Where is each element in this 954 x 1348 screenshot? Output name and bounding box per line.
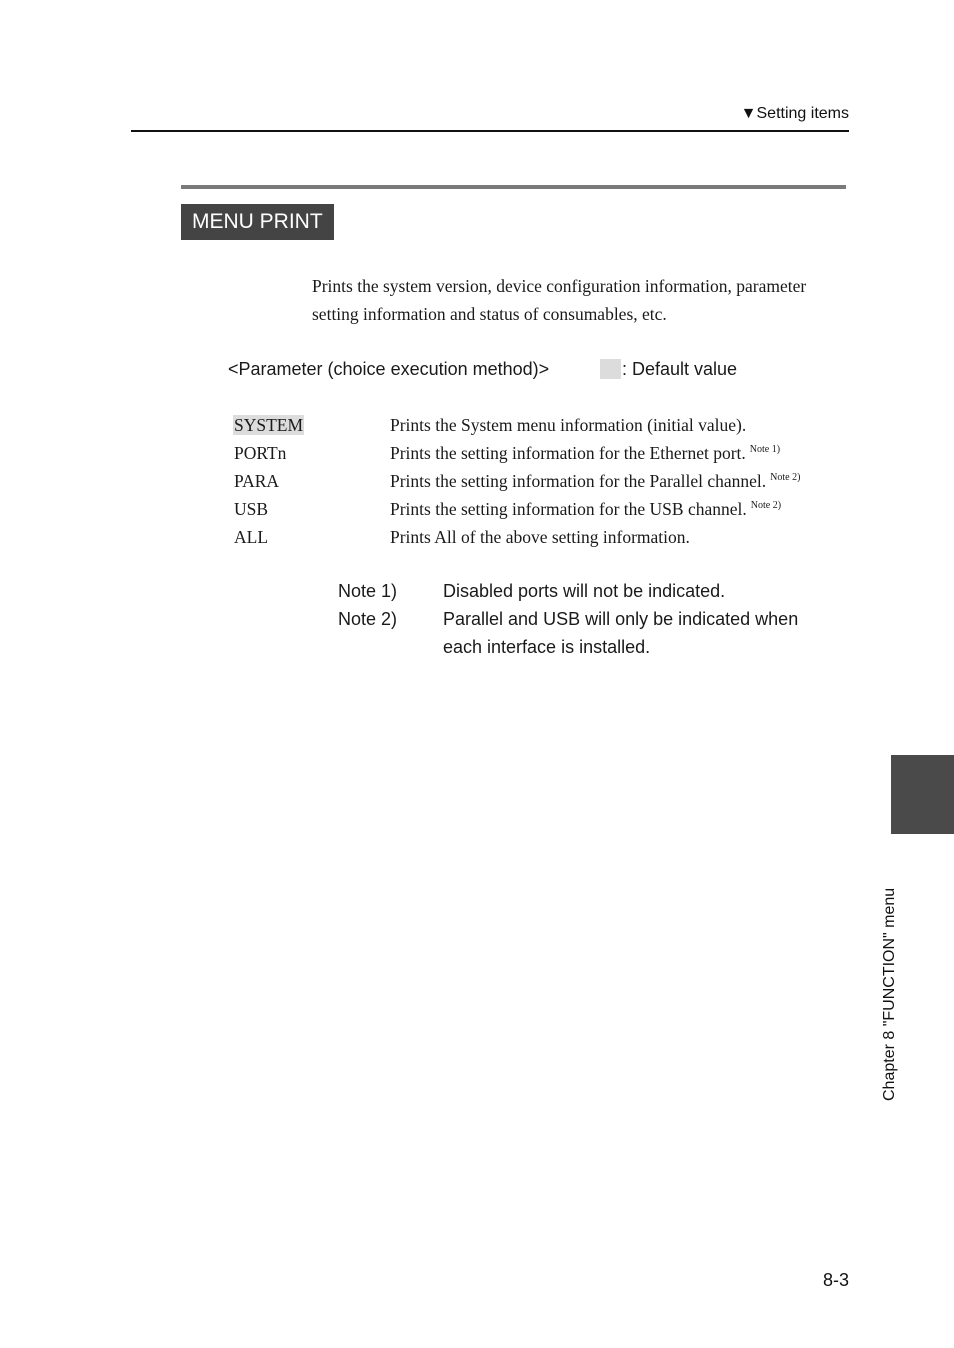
note-item xyxy=(338,605,823,661)
running-header: ▼Setting items xyxy=(740,105,849,122)
param-row-system xyxy=(233,411,800,439)
param-row-all xyxy=(233,523,800,551)
page-number: 8-3 xyxy=(822,1270,849,1290)
param-description: Prints All of the above setting information. xyxy=(390,526,690,547)
note-label: Note 1) xyxy=(338,581,398,601)
header-rule xyxy=(131,130,849,132)
param-description: Prints the setting information for the USB channel. xyxy=(390,498,747,519)
note-label: Note 2) xyxy=(338,609,398,629)
default-value-legend xyxy=(600,356,737,382)
note-text: Parallel and USB will only be indicated when each interface is installed. xyxy=(443,609,799,657)
param-description: Prints the setting information for the Ethernet port. xyxy=(390,442,746,463)
default-legend-label: : Default value xyxy=(622,359,738,379)
chapter-label: Chapter 8 "FUNCTION" menu xyxy=(881,887,898,1101)
param-note-ref: Note 2) xyxy=(750,499,782,511)
default-swatch xyxy=(600,359,621,379)
param-description: Prints the setting information for the Parallel channel. xyxy=(390,470,767,491)
parameter-heading: <Parameter (choice execution method)> xyxy=(228,359,550,379)
param-name: ALL xyxy=(234,526,269,547)
param-name: PARA xyxy=(234,470,280,491)
parameter-list xyxy=(233,411,800,551)
notes-list xyxy=(338,577,823,661)
param-description: Prints the System menu information (initial value). xyxy=(390,414,747,435)
param-note-ref: Note 2) xyxy=(770,471,801,483)
param-row-usb xyxy=(233,495,800,523)
param-row-portn xyxy=(233,439,800,467)
note-text: Disabled ports will not be indicated. xyxy=(443,581,726,601)
param-note-ref: Note 1) xyxy=(749,443,781,455)
chapter-tab xyxy=(891,755,954,834)
note-item xyxy=(338,577,823,605)
section-title: MENU PRINT xyxy=(181,204,334,240)
param-name: SYSTEM xyxy=(234,414,304,435)
section-rule xyxy=(181,185,846,189)
section-intro: Prints the system version, device configuration information, parameter setting information and status of consumables, etc. xyxy=(312,276,807,324)
param-name: PORTn xyxy=(234,442,287,463)
param-name: USB xyxy=(234,498,269,519)
param-row-para xyxy=(233,467,800,495)
